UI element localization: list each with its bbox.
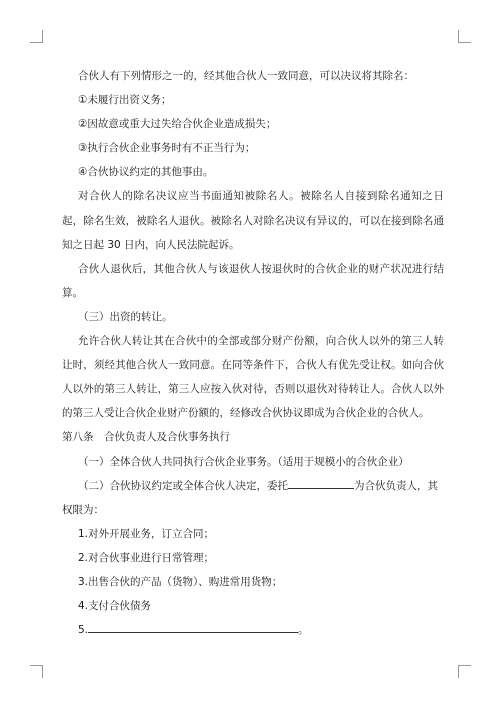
expulsion-reason-1: ①未履行出资义务； (78, 94, 172, 107)
partner-name-blank[interactable] (288, 476, 354, 489)
expulsion-intro: 合伙人有下列情形之一的，经其他合伙人一致同意，可以决议将其除名： (78, 70, 414, 82)
power-item-3: 3.出售合伙的产品（货物）、购进常用货物； (78, 575, 283, 588)
execution-item-1: （一）全体合伙人共同执行合伙企业事务。（适用于规模小的合伙企业） (78, 455, 409, 468)
corner-mark-bottom-right (458, 665, 471, 678)
settlement-paragraph: 合伙人退伙后，其他合伙人与该退伙人按退伙时的合伙企业的财产状况进行结算。 (62, 262, 444, 299)
transfer-section-heading: （三）出资的转让。 (78, 310, 173, 323)
power-5-blank[interactable] (88, 620, 298, 633)
expulsion-notice-paragraph: 对合伙人的除名决议应当书面通知被除名人。被除名人自接到除名通知之日起，除名生效，被除名人退伙。被除名人对除名决议有异议的，可以在接到除名通知之日起 30 日内，向人民法院起诉。 (62, 190, 444, 251)
corner-mark-top-left (30, 30, 43, 43)
execution-item-2-suffix: 为合伙负责人，其 (354, 479, 438, 492)
document-body (62, 64, 444, 642)
execution-item-2-continuation: 权限为： (62, 503, 104, 516)
article-8-heading: 第八条 合伙负责人及合伙事务执行 (62, 431, 230, 444)
expulsion-reason-2: ②因故意或重大过失给合伙企业造成损失； (78, 118, 277, 131)
power-item-5-prefix: 5. (78, 624, 89, 637)
execution-item-2-prefix: （二）合伙协议约定或全体合伙人决定，委托 (78, 479, 288, 492)
expulsion-reason-3: ③执行合伙企业事务时有不正当行为； (78, 142, 256, 155)
corner-mark-bottom-left (30, 665, 43, 678)
power-item-1: 1.对外开展业务，订立合同； (78, 527, 215, 540)
transfer-paragraph: 允许合伙人转让其在合伙中的全部或部分财产份额，向合伙人以外的第三人转让时，须经其他合伙人一致同意。在同等条件下，合伙人有优先受让权。如向合伙人以外的第三人转让，第三人应按入伙对待，否则以退伙对待转让人。合伙人以外的第三人受让合伙企业财产份额的，经修改合伙协议即成为合伙企业的合伙人。 (62, 335, 444, 420)
power-item-5-suffix: 。 (298, 624, 309, 637)
expulsion-reason-4: ④合伙协议约定的其他事由。 (78, 166, 214, 179)
execution-item-2 (62, 474, 444, 498)
power-item-5 (62, 618, 444, 642)
power-item-4: 4.支付合伙债务 (78, 600, 152, 613)
power-item-2: 2.对合伙事业进行日常管理； (78, 551, 215, 564)
corner-mark-top-right (458, 30, 471, 43)
